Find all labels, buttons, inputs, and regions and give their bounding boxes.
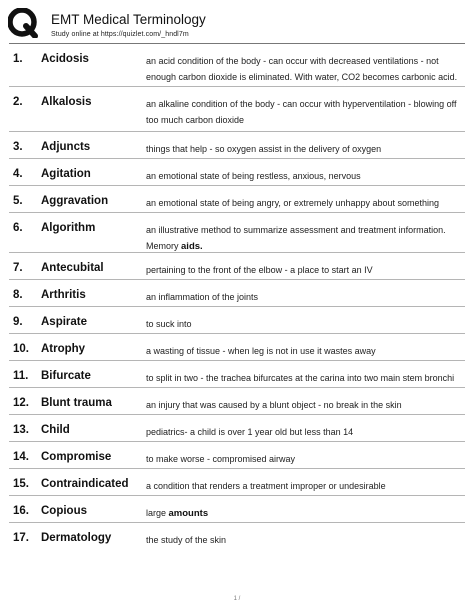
term-word: Atrophy [41, 343, 86, 355]
definition-line: pediatrics- a child is over 1 year old but less than 14 [146, 427, 354, 437]
definition-line: an alkaline condition of the body - can occur with hyperventilation - blowing off [146, 99, 457, 109]
study-online-link[interactable]: Study online at https://quizlet.com/_hndl7m [51, 31, 189, 38]
definition-line: enough carbon dioxide is eliminated. With water, CO2 becomes carbonic acid. [146, 72, 458, 82]
definition-line: an emotional state of being restless, anxious, nervous [146, 171, 361, 181]
term-number: 14. [13, 451, 29, 463]
term-definition [146, 195, 464, 211]
term-number: 9. [13, 316, 23, 328]
term-word: Aggravation [41, 195, 109, 207]
definition-line: to split in two - the trachea bifurcates at the carina into two main stem bronchi [146, 373, 455, 383]
page-number: 1 / [233, 596, 241, 602]
term-number: 12. [13, 397, 29, 409]
term-row [9, 44, 465, 87]
quizlet-q-logo-icon [8, 8, 38, 38]
term-definition [146, 316, 464, 332]
term-word: Bifurcate [41, 370, 91, 382]
definition-line: Memory [146, 241, 182, 251]
term-definition [146, 532, 464, 548]
term-definition [146, 96, 464, 128]
term-definition [146, 505, 464, 522]
term-definition [146, 424, 464, 440]
term-word: Antecubital [41, 262, 104, 274]
term-number: 4. [13, 168, 23, 180]
term-row [9, 307, 465, 334]
document-title: EMT Medical Terminology [51, 12, 206, 27]
term-word: Agitation [41, 168, 91, 180]
term-definition [146, 478, 464, 494]
term-word: Compromise [41, 451, 112, 463]
term-row [9, 213, 465, 253]
term-word: Copious [41, 505, 87, 517]
term-definition [146, 451, 464, 467]
terms-table [9, 43, 465, 550]
definition-line: to suck into [146, 319, 192, 329]
term-number: 2. [13, 96, 23, 108]
term-number: 16. [13, 505, 29, 517]
definition-line: an injury that was caused by a blunt object - no break in the skin [146, 400, 402, 410]
term-number: 17. [13, 532, 29, 544]
term-definition [146, 222, 464, 255]
term-number: 10. [13, 343, 29, 355]
term-number: 3. [13, 141, 23, 153]
term-number: 6. [13, 222, 23, 234]
term-definition [146, 168, 464, 184]
term-word: Alkalosis [41, 96, 92, 108]
term-row [9, 87, 465, 132]
term-definition [146, 289, 464, 305]
term-row [9, 253, 465, 280]
term-word: Aspirate [41, 316, 88, 328]
term-row [9, 280, 465, 307]
term-number: 11. [13, 370, 29, 382]
term-row [9, 496, 465, 523]
definition-line: an emotional state of being angry, or extremely unhappy about something [146, 198, 440, 208]
term-definition [146, 370, 464, 386]
term-row [9, 361, 465, 388]
term-word: Algorithm [41, 222, 96, 234]
definition-line: an acid condition of the body - can occur with decreased ventilations - not [146, 56, 439, 66]
term-row [9, 186, 465, 213]
term-definition [146, 343, 464, 359]
definition-line: an inflammation of the joints [146, 292, 259, 302]
definition-line: pertaining to the front of the elbow - a place to start an IV [146, 265, 373, 275]
term-definition [146, 397, 464, 413]
term-number: 5. [13, 195, 23, 207]
term-word: Dermatology [41, 532, 112, 544]
definition-line: too much carbon dioxide [146, 115, 245, 125]
definition-line: a condition that renders a treatment improper or undesirable [146, 481, 386, 491]
term-definition [146, 262, 464, 278]
term-definition [146, 53, 464, 85]
definition-line: large [146, 508, 169, 518]
term-word: Arthritis [41, 289, 86, 301]
term-word: Contraindicated [41, 478, 129, 490]
definition-line: a wasting of tissue - when leg is not in use it wastes away [146, 346, 376, 356]
term-definition [146, 141, 464, 157]
definition-line: to make worse - compromised airway [146, 454, 296, 464]
term-row [9, 388, 465, 415]
term-row [9, 415, 465, 442]
term-word: Child [41, 424, 70, 436]
term-word: Adjuncts [41, 141, 91, 153]
term-word: Acidosis [41, 53, 89, 65]
term-row [9, 469, 465, 496]
definition-line: an illustrative method to summarize assessment and treatment information. [146, 225, 446, 235]
term-row [9, 334, 465, 361]
term-number: 1. [13, 53, 23, 65]
term-number: 13. [13, 424, 29, 436]
term-row [9, 523, 465, 550]
term-row [9, 442, 465, 469]
term-number: 8. [13, 289, 23, 301]
term-word: Blunt trauma [41, 397, 112, 409]
definition-line: the study of the skin [146, 535, 227, 545]
term-number: 7. [13, 262, 23, 274]
definition-line: things that help - so oxygen assist in the delivery of oxygen [146, 144, 382, 154]
definition-bold-text: amounts [168, 508, 209, 519]
definition-bold-text: aids. [181, 241, 203, 252]
term-row [9, 132, 465, 159]
term-number: 15. [13, 478, 29, 490]
term-row [9, 159, 465, 186]
